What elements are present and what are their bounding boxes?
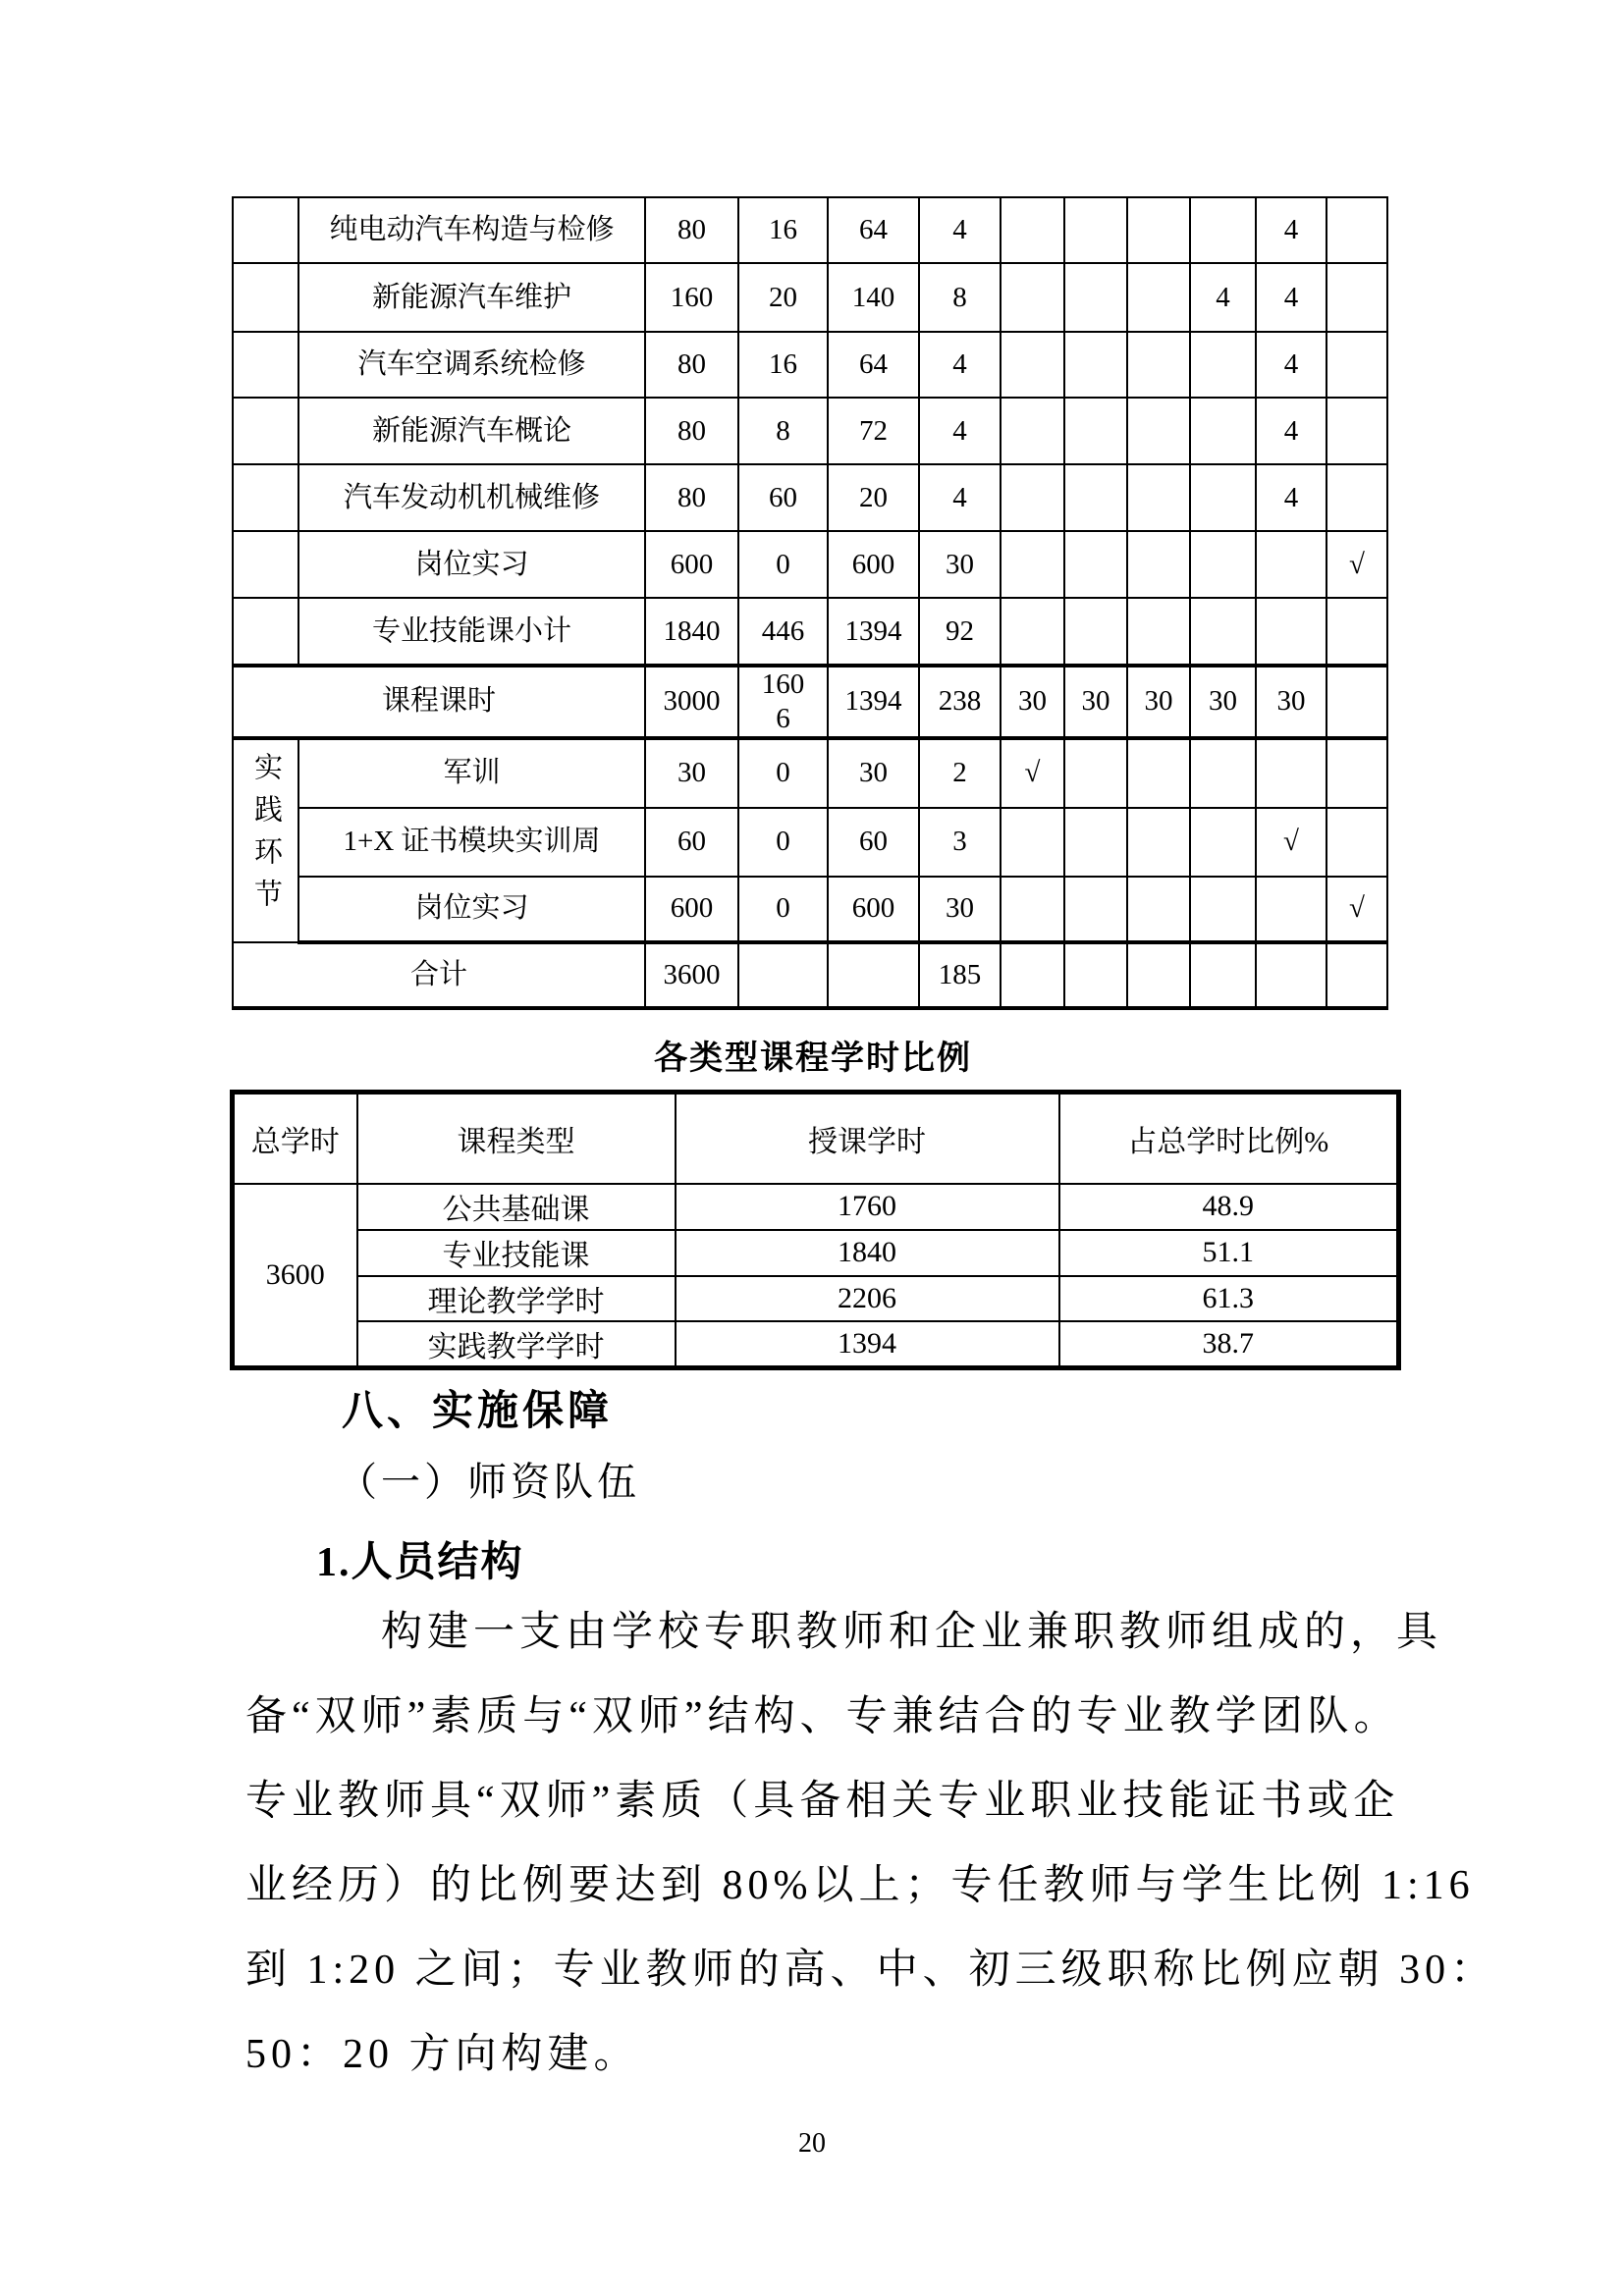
semester-cell <box>1001 877 1064 942</box>
semester-cell <box>1326 942 1387 1008</box>
course-name-cell: 军训 <box>298 738 645 808</box>
semester-cell: 4 <box>1190 263 1256 332</box>
checkmark-cell: √ <box>1256 808 1326 877</box>
semester-cell <box>1127 332 1190 398</box>
course-name-cell: 岗位实习 <box>298 877 645 942</box>
semester-cell <box>1326 332 1387 398</box>
course-type-cell: 公共基础课 <box>357 1184 676 1230</box>
total-hours-cell: 80 <box>645 332 738 398</box>
semester-cell <box>1190 398 1256 464</box>
semester-cell <box>1064 942 1127 1008</box>
table-row-military-training <box>233 738 1387 808</box>
table-row <box>233 531 1387 598</box>
semester-cell <box>1001 531 1064 598</box>
semester-cell: 4 <box>1256 398 1326 464</box>
subsection-heading: （一）师资队伍 <box>338 1460 640 1504</box>
course-name-cell: 新能源汽车维护 <box>298 263 645 332</box>
semester-cell: 4 <box>1256 464 1326 531</box>
semester-cell <box>1127 263 1190 332</box>
table-row <box>233 263 1387 332</box>
total-hours-cell: 80 <box>645 464 738 531</box>
credits-cell: 4 <box>919 197 1001 263</box>
header-teaching-hours: 授课学时 <box>676 1093 1059 1184</box>
semester-cell <box>1001 808 1064 877</box>
semester-cell <box>1326 464 1387 531</box>
total-hours-cell: 600 <box>645 877 738 942</box>
credits-cell: 3 <box>919 808 1001 877</box>
theory-hours-cell <box>738 942 828 1008</box>
semester-cell <box>1001 263 1064 332</box>
practice-hours-cell: 60 <box>828 808 919 877</box>
teaching-hours-cell: 1840 <box>676 1230 1059 1276</box>
credits-cell: 30 <box>919 877 1001 942</box>
semester-cell <box>1326 666 1387 738</box>
semester-cell <box>1256 877 1326 942</box>
total-hours-cell: 80 <box>645 197 738 263</box>
semester-cell: 30 <box>1001 666 1064 738</box>
total-hours-cell: 160 <box>645 263 738 332</box>
semester-cell <box>1190 598 1256 666</box>
theory-hours-cell: 8 <box>738 398 828 464</box>
paragraph-line: 50：20 方向构建。 <box>245 2032 640 2077</box>
semester-cell <box>1001 942 1064 1008</box>
page-number: 20 <box>798 2128 826 2159</box>
table-row-internship <box>233 877 1387 942</box>
practice-hours-cell <box>828 942 919 1008</box>
theory-hours-cell: 60 <box>738 464 828 531</box>
semester-cell <box>1064 738 1127 808</box>
course-name-cell: 汽车发动机机械维修 <box>298 464 645 531</box>
header-course-type: 课程类型 <box>357 1093 676 1184</box>
category-cell <box>233 332 298 398</box>
paragraph-line: 备“双师”素质与“双师”结构、专兼结合的专业教学团队。 <box>245 1694 1400 1739</box>
semester-cell <box>1064 197 1127 263</box>
category-cell <box>233 398 298 464</box>
total-hours-cell: 3600 <box>645 942 738 1008</box>
course-name-cell: 岗位实习 <box>298 531 645 598</box>
table-row <box>233 1321 1399 1368</box>
semester-cell <box>1326 263 1387 332</box>
checkmark-cell: √ <box>1001 738 1064 808</box>
semester-cell <box>1127 808 1190 877</box>
credits-cell: 92 <box>919 598 1001 666</box>
semester-cell <box>1190 332 1256 398</box>
semester-cell <box>1256 531 1326 598</box>
semester-cell <box>1256 738 1326 808</box>
table-header-row <box>233 1093 1399 1184</box>
semester-cell <box>1064 398 1127 464</box>
ratio-cell: 38.7 <box>1059 1321 1399 1368</box>
semester-cell <box>1127 877 1190 942</box>
table-row <box>233 197 1387 263</box>
semester-cell <box>1064 808 1127 877</box>
theory-hours-cell: 446 <box>738 598 828 666</box>
semester-cell <box>1256 598 1326 666</box>
theory-hours-cell: 0 <box>738 877 828 942</box>
semester-cell <box>1127 464 1190 531</box>
total-hours-cell: 600 <box>645 531 738 598</box>
theory-hours-cell: 1606 <box>738 666 828 738</box>
credits-cell: 8 <box>919 263 1001 332</box>
sub-subsection-heading: 1.人员结构 <box>316 1540 524 1585</box>
practice-hours-cell: 64 <box>828 332 919 398</box>
course-name-cell: 纯电动汽车构造与检修 <box>298 197 645 263</box>
total-hours-merged-cell: 3600 <box>233 1184 357 1368</box>
checkmark-cell: √ <box>1326 531 1387 598</box>
credits-cell: 30 <box>919 531 1001 598</box>
total-hours-cell: 60 <box>645 808 738 877</box>
header-ratio: 占总学时比例% <box>1059 1093 1399 1184</box>
credits-cell: 4 <box>919 464 1001 531</box>
semester-cell <box>1064 877 1127 942</box>
category-cell <box>233 531 298 598</box>
semester-cell: 30 <box>1256 666 1326 738</box>
semester-cell <box>1001 332 1064 398</box>
section-heading: 八、实施保障 <box>342 1389 614 1434</box>
practice-hours-cell: 1394 <box>828 598 919 666</box>
practice-hours-cell: 20 <box>828 464 919 531</box>
semester-cell <box>1001 398 1064 464</box>
paragraph-line: 专业教师具“双师”素质（具备相关专业职业技能证书或企 <box>245 1779 1400 1824</box>
ratio-cell: 51.1 <box>1059 1230 1399 1276</box>
practice-hours-cell: 30 <box>828 738 919 808</box>
semester-cell <box>1127 398 1190 464</box>
semester-cell <box>1326 398 1387 464</box>
category-cell <box>233 263 298 332</box>
semester-cell: 30 <box>1190 666 1256 738</box>
paragraph-line: 业经历）的比例要达到 80%以上；专任教师与学生比例 1:16 <box>245 1863 1475 1908</box>
semester-cell: 4 <box>1256 197 1326 263</box>
theory-hours-cell: 20 <box>738 263 828 332</box>
semester-cell: 30 <box>1127 666 1190 738</box>
semester-cell <box>1064 531 1127 598</box>
practice-hours-cell: 1394 <box>828 666 919 738</box>
table-row <box>233 1230 1399 1276</box>
theory-hours-cell: 0 <box>738 738 828 808</box>
table-row-certificate-week <box>233 808 1387 877</box>
practice-hours-cell: 64 <box>828 197 919 263</box>
table-row-grand-total <box>233 942 1387 1008</box>
table-row <box>233 1276 1399 1321</box>
credits-cell: 4 <box>919 398 1001 464</box>
course-name-cell: 1+X 证书模块实训周 <box>298 808 645 877</box>
course-type-cell: 理论教学学时 <box>357 1276 676 1321</box>
semester-cell <box>1190 808 1256 877</box>
semester-cell <box>1190 942 1256 1008</box>
total-hours-cell: 80 <box>645 398 738 464</box>
category-cell <box>233 464 298 531</box>
total-hours-cell: 30 <box>645 738 738 808</box>
credits-cell: 2 <box>919 738 1001 808</box>
semester-cell <box>1190 738 1256 808</box>
semester-cell <box>1001 197 1064 263</box>
paragraph-line: 到 1:20 之间；专业教师的高、中、初三级职称比例应朝 30： <box>245 1948 1497 1993</box>
course-type-ratio-table <box>230 1090 1401 1370</box>
theory-hours-cell: 0 <box>738 531 828 598</box>
ratio-table-title: 各类型课程学时比例 <box>654 1041 972 1077</box>
theory-hours-cell: 16 <box>738 197 828 263</box>
practice-hours-cell: 600 <box>828 877 919 942</box>
semester-cell <box>1190 877 1256 942</box>
course-type-cell: 专业技能课 <box>357 1230 676 1276</box>
practice-hours-cell: 600 <box>828 531 919 598</box>
curriculum-hours-table <box>232 196 1388 1010</box>
semester-cell <box>1326 738 1387 808</box>
semester-cell <box>1064 332 1127 398</box>
semester-cell: 4 <box>1256 332 1326 398</box>
category-cell <box>233 598 298 666</box>
semester-cell <box>1001 598 1064 666</box>
theory-hours-cell: 16 <box>738 332 828 398</box>
credits-cell: 4 <box>919 332 1001 398</box>
table-row <box>233 464 1387 531</box>
semester-cell: 4 <box>1256 263 1326 332</box>
semester-cell <box>1127 598 1190 666</box>
total-hours-cell: 1840 <box>645 598 738 666</box>
semester-cell: 30 <box>1064 666 1127 738</box>
semester-cell <box>1001 464 1064 531</box>
category-cell <box>233 197 298 263</box>
practice-hours-cell: 140 <box>828 263 919 332</box>
course-type-cell: 实践教学学时 <box>357 1321 676 1368</box>
practice-hours-cell: 72 <box>828 398 919 464</box>
ratio-cell: 61.3 <box>1059 1276 1399 1321</box>
table-row <box>233 1184 1399 1230</box>
semester-cell <box>1326 197 1387 263</box>
paragraph-line: 构建一支由学校专职教师和企业兼职教师组成的，具 <box>381 1610 1443 1655</box>
teaching-hours-cell: 1394 <box>676 1321 1059 1368</box>
table-row <box>233 398 1387 464</box>
row-label-cell: 课程课时 <box>233 666 645 738</box>
course-name-cell: 汽车空调系统检修 <box>298 332 645 398</box>
practice-section-label: 实践环节 <box>233 738 298 942</box>
semester-cell <box>1127 197 1190 263</box>
ratio-cell: 48.9 <box>1059 1184 1399 1230</box>
course-name-cell: 新能源汽车概论 <box>298 398 645 464</box>
credits-cell: 185 <box>919 942 1001 1008</box>
teaching-hours-cell: 2206 <box>676 1276 1059 1321</box>
semester-cell <box>1127 942 1190 1008</box>
semester-cell <box>1064 263 1127 332</box>
table-row-subtotal <box>233 598 1387 666</box>
semester-cell <box>1256 942 1326 1008</box>
semester-cell <box>1127 531 1190 598</box>
total-hours-cell: 3000 <box>645 666 738 738</box>
semester-cell <box>1064 464 1127 531</box>
table-row <box>233 332 1387 398</box>
semester-cell <box>1190 464 1256 531</box>
credits-cell: 238 <box>919 666 1001 738</box>
semester-cell <box>1326 808 1387 877</box>
semester-cell <box>1127 738 1190 808</box>
semester-cell <box>1190 197 1256 263</box>
subtotal-label-cell: 专业技能课小计 <box>298 598 645 666</box>
body-paragraph <box>245 1590 1497 2097</box>
table-row-course-hours <box>233 666 1387 738</box>
header-total-hours: 总学时 <box>233 1093 357 1184</box>
row-label-cell: 合计 <box>233 942 645 1008</box>
checkmark-cell: √ <box>1326 877 1387 942</box>
semester-cell <box>1064 598 1127 666</box>
semester-cell <box>1326 598 1387 666</box>
semester-cell <box>1190 531 1256 598</box>
theory-hours-cell: 0 <box>738 808 828 877</box>
teaching-hours-cell: 1760 <box>676 1184 1059 1230</box>
